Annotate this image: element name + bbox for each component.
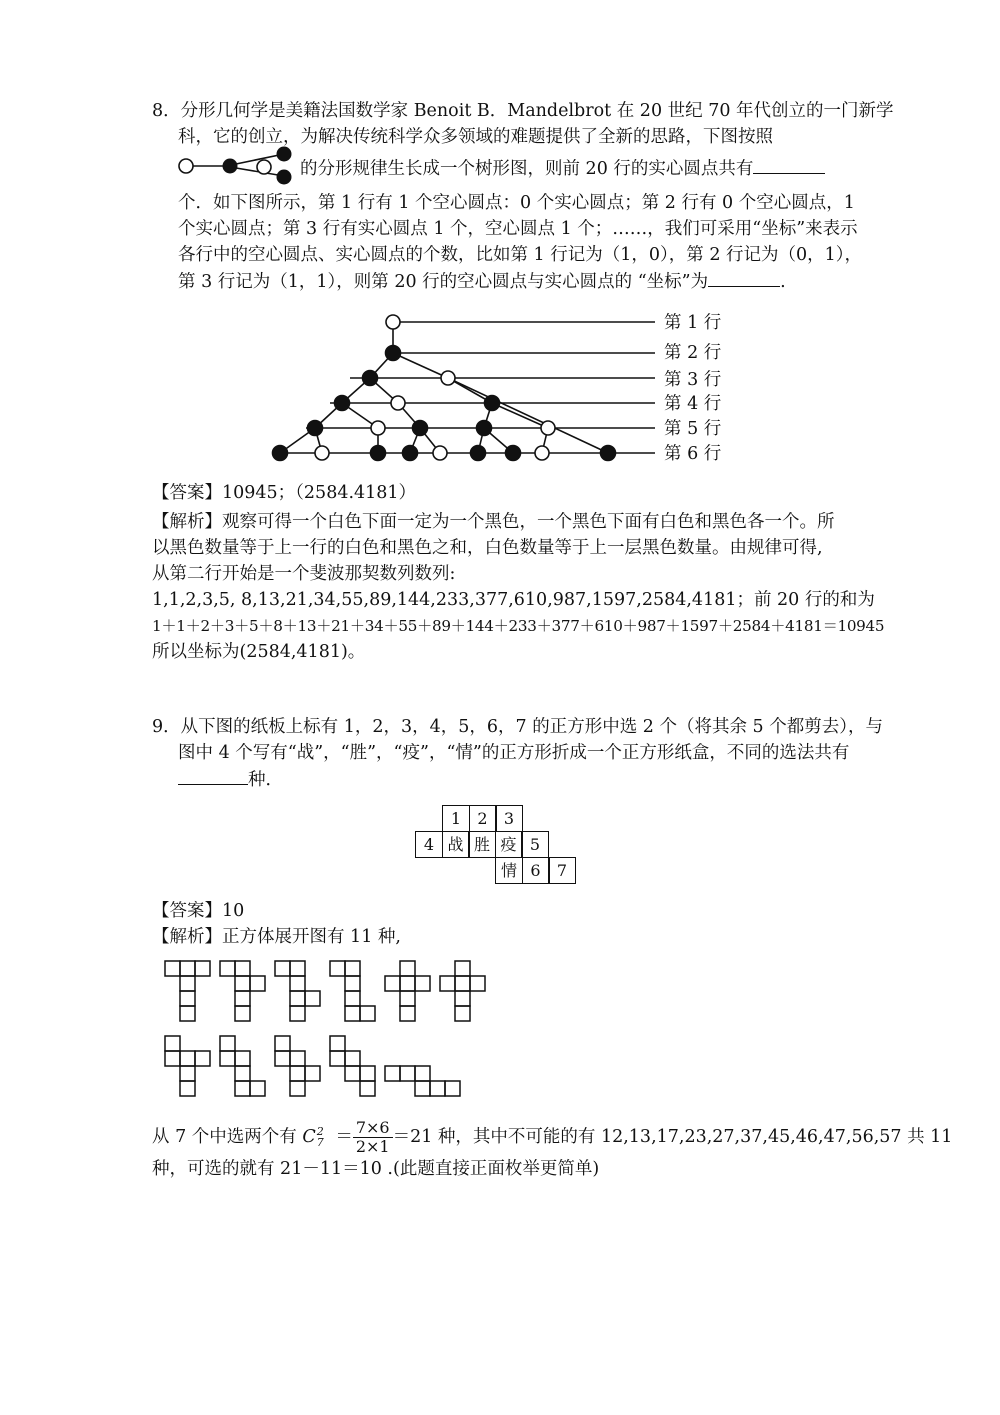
q8-line-7 xyxy=(178,268,786,295)
answer-blank-1[interactable] xyxy=(753,155,825,174)
grid-cell: 3 xyxy=(495,805,523,832)
row-label-3: 第 3 行 xyxy=(664,370,722,390)
fractal-tree-diagram xyxy=(270,305,730,475)
row-label-1: 第 1 行 xyxy=(664,313,722,333)
combination-symbol: $C^2_7$ xyxy=(302,1125,324,1150)
q8-line-7-end: . xyxy=(780,272,786,292)
cube-net-grid xyxy=(415,805,580,885)
answer-blank-3[interactable] xyxy=(178,766,248,785)
q9-line-3 xyxy=(178,766,283,793)
q8-analysis-6: 所以坐标为(2584,4181)。 xyxy=(152,642,366,662)
q8-line-2: 科，它的创立，为解决传统科学众多领域的难题提供了全新的思路，下图按照 xyxy=(178,127,773,147)
q9-analysis-1: 【解析】正方体展开图有 11 种, xyxy=(152,927,401,947)
grid-cell: 疫 xyxy=(495,831,523,858)
q8-analysis-1: 【解析】观察可得一个白色下面一定为一个黑色，一个黑色下面有白色和黑色各一个。所 xyxy=(152,512,835,532)
grid-cell: 情 xyxy=(495,857,523,884)
q9-answer: 【答案】10 xyxy=(152,901,245,921)
q8-line-1: 8．分形几何学是美籍法国数学家 Benoit B．Mandelbrot 在 20 世纪 70 年代创立的一门新学 xyxy=(152,101,894,121)
grid-cell: 7 xyxy=(548,857,576,884)
grid-cell: 4 xyxy=(415,831,443,858)
q8-line-4: 个．如下图所示，第 1 行有 1 个空心圆点：0 个实心圆点；第 2 行有 0 个空心圆点，1 xyxy=(178,193,855,213)
q8-analysis-3: 从第二行开始是一个斐波那契数列数列: xyxy=(152,564,456,584)
q8-line-7-text: 第 3 行记为（1，1），则第 20 行的空心圆点与实心圆点的 “坐标”为 xyxy=(178,272,709,292)
grid-cell: 2 xyxy=(469,805,497,832)
grid-cell: 5 xyxy=(521,831,549,858)
grid-cell: 6 xyxy=(522,857,550,884)
q9-analysis-2: 从 7 个中选两个有 $C^2_7$ ＝ $\frac{7\times 6}{2\times 1}$ ＝21 种，其中不可能的有 12,13,17,23,27,37,45,46,47,56,57 共 11 xyxy=(152,1117,953,1156)
q8-line-5: 个实心圆点；第 3 行有实心圆点 1 个，空心圆点 1 个；……，我们可采用“坐标”来表示 xyxy=(178,219,858,239)
fraction: $\frac{7\times 6}{2\times 1}$ xyxy=(353,1119,393,1156)
row-label-4: 第 4 行 xyxy=(664,394,722,414)
q9-analysis-2-post: ＝21 种，其中不可能的有 12,13,17,23,27,37,45,46,47,56,57 共 11 xyxy=(392,1126,953,1147)
q9-analysis-3: 种，可选的就有 21－11＝10 .(此题直接正面枚举更简单) xyxy=(152,1159,600,1179)
grid-cell: 胜 xyxy=(468,831,496,858)
q8-answer: 【答案】10945；（2584.4181） xyxy=(152,483,417,503)
q8-analysis-4: 1,1,2,3,5, 8,13,21,34,55,89,144,233,377,610,987,1597,2584,4181；前 20 行的和为 xyxy=(152,590,875,610)
cube-nets-figure xyxy=(160,958,500,1098)
q9-line-1: 9．从下图的纸板上标有 1，2，3，4，5，6，7 的正方形中选 2 个（将其余 5 个都剪去），与 xyxy=(152,717,883,737)
fractal-rule-icon xyxy=(176,146,296,186)
q9-analysis-2-pre: 从 7 个中选两个有 xyxy=(152,1126,297,1147)
q8-line-3 xyxy=(300,155,825,182)
row-label-5: 第 5 行 xyxy=(664,419,722,439)
row-label-2: 第 2 行 xyxy=(664,343,722,363)
grid-cell: 1 xyxy=(442,805,470,832)
grid-cell: 战 xyxy=(442,831,470,858)
row-label-6: 第 6 行 xyxy=(664,444,722,464)
q8-line-3-text: 的分形规律生长成一个树形图，则前 20 行的实心圆点共有 xyxy=(300,159,754,179)
q9-line-2: 图中 4 个写有“战”，“胜”，“疫”，“情”的正方形折成一个正方形纸盒，不同的选法共有 xyxy=(178,743,850,763)
q8-analysis-2: 以黑色数量等于上一行的白色和黑色之和，白色数量等于上一层黑色数量。由规律可得, xyxy=(152,538,823,558)
q8-analysis-5: 1＋1＋2＋3＋5＋8＋13＋21＋34＋55＋89＋144＋233＋377＋610＋987＋1597＋2584＋4181＝10945 xyxy=(152,617,885,635)
q9-line-3-text: 种． xyxy=(248,770,283,790)
q8-line-6: 各行中的空心圆点、实心圆点的个数，比如第 1 行记为（1，0），第 2 行记为（0，1）， xyxy=(178,245,863,265)
answer-blank-2[interactable] xyxy=(708,268,780,287)
